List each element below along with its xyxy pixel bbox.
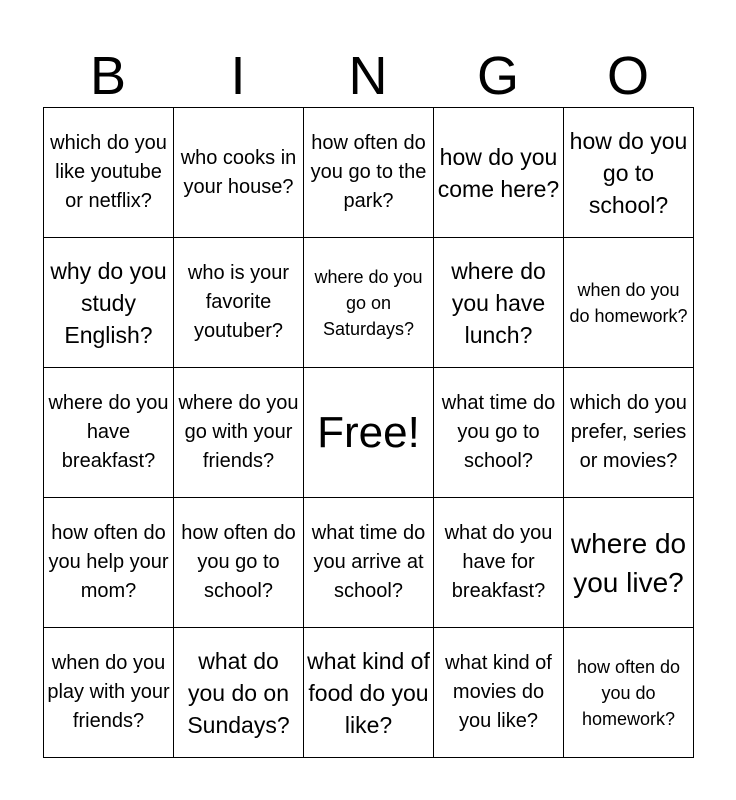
cell-text: what time do you go to school? xyxy=(441,392,556,472)
header-letter-b: B xyxy=(89,46,127,106)
cell-text: where do you go on Saturdays? xyxy=(314,266,423,339)
cell-text: what kind of food do you like? xyxy=(307,647,430,738)
cell-text: who is your favorite youtuber? xyxy=(187,262,290,342)
cell-text: who cooks in your house? xyxy=(180,146,297,198)
bingo-cell xyxy=(304,238,434,368)
bingo-cell xyxy=(44,238,174,368)
grid-row xyxy=(44,628,694,758)
bingo-cell xyxy=(304,108,434,238)
grid-row xyxy=(44,498,694,628)
bingo-cell xyxy=(434,498,564,628)
cell-text: where do you go with your friends? xyxy=(178,392,299,472)
bingo-cell xyxy=(564,108,694,238)
cell-text: how often do you go to school? xyxy=(181,522,296,602)
bingo-cell xyxy=(44,628,174,758)
bingo-cell xyxy=(564,628,694,758)
bingo-cell xyxy=(434,368,564,498)
cell-text: when do you play with your friends? xyxy=(47,652,170,732)
bingo-grid xyxy=(43,107,694,758)
bingo-cell xyxy=(304,628,434,758)
cell-text: when do you do homework? xyxy=(569,279,688,326)
bingo-cell xyxy=(304,498,434,628)
bingo-header xyxy=(43,45,693,107)
bingo-cell xyxy=(44,368,174,498)
cell-text: what do you have for breakfast? xyxy=(444,522,553,602)
bingo-cell xyxy=(174,498,304,628)
grid-row xyxy=(44,108,694,238)
bingo-cell xyxy=(564,368,694,498)
grid-row xyxy=(44,238,694,368)
free-space-cell xyxy=(304,368,434,498)
header-letter-o: O xyxy=(606,46,649,106)
cell-text: where do you have lunch? xyxy=(451,257,546,348)
header-letter-g: G xyxy=(476,46,519,106)
cell-text: which do you prefer, series or movies? xyxy=(570,392,687,472)
bingo-cell xyxy=(434,628,564,758)
cell-text: how often do you do homework? xyxy=(576,656,681,729)
bingo-cell xyxy=(44,498,174,628)
bingo-cell xyxy=(174,628,304,758)
bingo-cell xyxy=(174,368,304,498)
cell-text: how do you come here? xyxy=(437,143,560,202)
cell-text: which do you like youtube or netflix? xyxy=(50,132,167,212)
header-letter-n: N xyxy=(348,46,388,106)
cell-text: how often do you go to the park? xyxy=(310,132,427,212)
cell-text: where do you live? xyxy=(570,527,687,598)
cell-text: what do you do on Sundays? xyxy=(187,647,290,738)
bingo-cell xyxy=(174,238,304,368)
cell-text: what time do you arrive at school? xyxy=(311,522,426,602)
grid-row xyxy=(44,368,694,498)
cell-text: how do you go to school? xyxy=(569,127,688,218)
bingo-cell xyxy=(434,238,564,368)
bingo-cell xyxy=(174,108,304,238)
header-letter-i: I xyxy=(230,46,246,106)
free-space-label: Free! xyxy=(317,407,420,457)
bingo-cell xyxy=(564,238,694,368)
cell-text: why do you study English? xyxy=(50,257,167,348)
bingo-cell xyxy=(44,108,174,238)
bingo-cell xyxy=(564,498,694,628)
cell-text: where do you have breakfast? xyxy=(48,392,169,472)
cell-text: how often do you help your mom? xyxy=(48,522,169,602)
bingo-cell xyxy=(434,108,564,238)
cell-text: what kind of movies do you like? xyxy=(445,652,552,732)
